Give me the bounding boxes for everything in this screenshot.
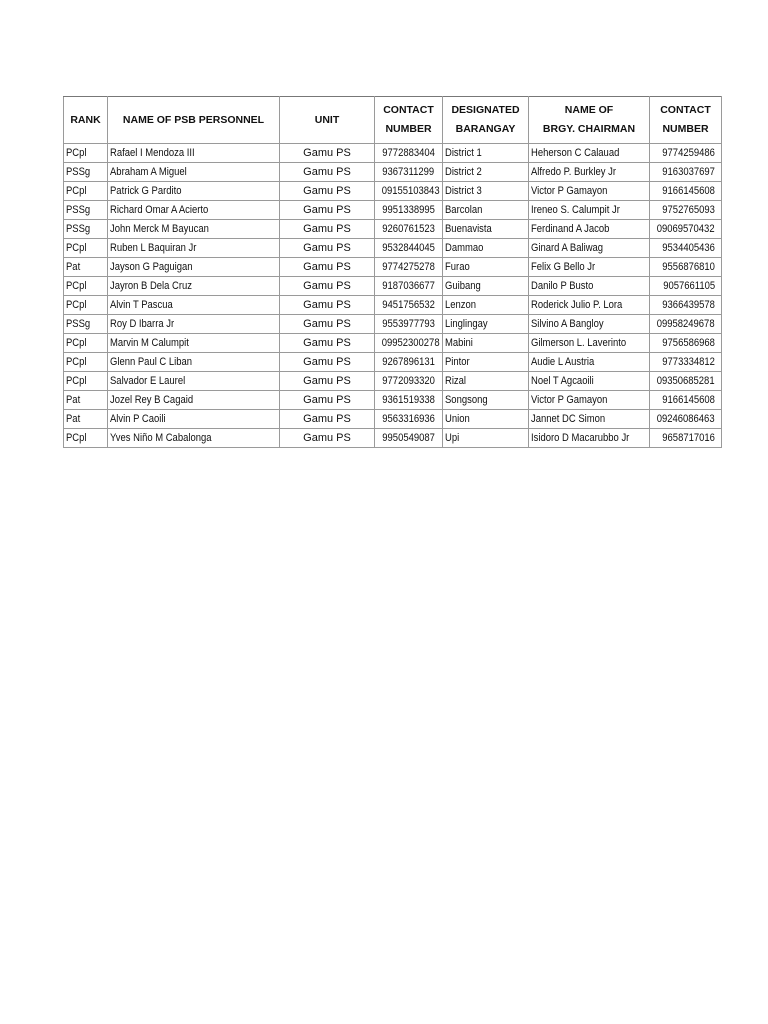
cell-barangay-text: Barcolan [445,204,483,216]
cell-unit [280,391,375,410]
cell-chairman-contact [650,410,722,429]
cell-chairman-name-text: Ginard A Baliwag [531,242,604,254]
cell-unit [280,201,375,220]
cell-barangay [443,258,529,277]
cell-rank [64,277,108,296]
cell-chairman-contact [650,201,722,220]
cell-chairman-name [529,277,650,296]
cell-chairman-name-text: Gilmerson L. Laverinto [531,337,627,349]
cell-barangay [443,372,529,391]
cell-personnel-name [108,429,280,448]
cell-chairman-name [529,372,650,391]
cell-rank [64,334,108,353]
cell-chairman-contact-text: 9534405436 [662,242,715,254]
cell-chairman-name [529,258,650,277]
table-row [64,315,722,334]
cell-chairman-contact-text: 9752765093 [662,204,715,216]
cell-personnel-name [108,220,280,239]
header-contact2-line1: CONTACT [660,104,711,116]
cell-barangay [443,182,529,201]
cell-barangay [443,277,529,296]
cell-personnel-name [108,391,280,410]
cell-personnel-name [108,277,280,296]
cell-rank-text: PSSg [66,223,91,235]
cell-chairman-name [529,239,650,258]
cell-chairman-name-text: Silvino A Bangloy [531,318,604,330]
cell-chairman-contact-text: 9057661105 [662,280,715,292]
cell-contact-number-text: 9187036677 [382,280,435,292]
cell-unit [280,220,375,239]
table-row [64,334,722,353]
cell-unit-text: Gamu PS [303,432,351,444]
table-row [64,182,722,201]
cell-unit-text: Gamu PS [303,280,351,292]
cell-rank-text: Pat [66,394,81,406]
cell-rank-text: PSSg [66,166,91,178]
cell-rank-text: PCpl [66,299,87,311]
cell-unit [280,429,375,448]
cell-chairman-contact [650,144,722,163]
cell-barangay-text: Lenzon [445,299,477,311]
cell-chairman-contact [650,429,722,448]
cell-contact-number [375,353,443,372]
table-row [64,201,722,220]
cell-rank [64,239,108,258]
psb-personnel-table [63,96,722,448]
cell-contact-number-text: 9772093320 [382,375,435,387]
header-row [64,97,722,144]
cell-unit [280,315,375,334]
cell-contact-number-text: 9361519338 [382,394,435,406]
cell-unit [280,144,375,163]
cell-rank [64,258,108,277]
cell-unit-text: Gamu PS [303,204,351,216]
cell-rank-text: PCpl [66,337,87,349]
cell-unit-text: Gamu PS [303,147,351,159]
cell-unit-text: Gamu PS [303,337,351,349]
cell-personnel-name-text: Alvin T Pascua [110,299,173,311]
cell-rank-text: PCpl [66,147,87,159]
cell-personnel-name [108,372,280,391]
cell-unit [280,353,375,372]
cell-contact-number [375,163,443,182]
cell-contact-number-text: 9563316936 [382,413,435,425]
cell-chairman-name-text: Heherson C Calauad [531,147,620,159]
cell-chairman-contact-text: 09246086463 [656,413,715,425]
cell-rank [64,410,108,429]
cell-rank-text: PCpl [66,280,87,292]
cell-contact-number-text: 9553977793 [382,318,435,330]
cell-rank-text: PCpl [66,432,87,444]
cell-barangay-text: District 1 [445,147,482,159]
cell-chairman-name-text: Roderick Julio P. Lora [531,299,623,311]
header-designated-barangay [443,97,529,144]
cell-personnel-name-text: John Merck M Bayucan [110,223,209,235]
cell-personnel-name [108,410,280,429]
cell-personnel-name [108,163,280,182]
cell-chairman-name [529,182,650,201]
cell-unit-text: Gamu PS [303,242,351,254]
cell-unit [280,334,375,353]
cell-barangay [443,201,529,220]
cell-chairman-contact-text: 9756586968 [662,337,715,349]
cell-unit [280,258,375,277]
cell-contact-number-text: 09155103843 [381,185,440,197]
cell-contact-number [375,239,443,258]
cell-chairman-contact-text: 9556876810 [662,261,715,273]
header-contact-line1: CONTACT [383,104,434,116]
cell-unit-text: Gamu PS [303,375,351,387]
cell-rank-text: Pat [66,413,81,425]
cell-unit-text: Gamu PS [303,318,351,330]
cell-unit-text: Gamu PS [303,413,351,425]
cell-personnel-name-text: Jozel Rey B Cagaid [110,394,194,406]
cell-unit-text: Gamu PS [303,299,351,311]
cell-personnel-name-text: Abraham A Miguel [110,166,187,178]
cell-rank [64,391,108,410]
cell-barangay-text: Guibang [445,280,481,292]
header-chairman-line2: BRGY. CHAIRMAN [542,123,636,135]
cell-personnel-name-text: Rafael I Mendoza III [110,147,195,159]
cell-contact-number [375,410,443,429]
cell-chairman-name [529,296,650,315]
cell-barangay-text: Upi [445,432,460,444]
cell-chairman-name-text: Felix G Bello Jr [531,261,596,273]
cell-barangay [443,144,529,163]
cell-unit [280,163,375,182]
cell-barangay [443,334,529,353]
cell-barangay [443,410,529,429]
cell-contact-number [375,277,443,296]
cell-chairman-contact-text: 9163037697 [662,166,715,178]
header-barangay-line2: BARANGAY [455,123,516,135]
cell-unit-text: Gamu PS [303,166,351,178]
cell-rank-text: PCpl [66,375,87,387]
cell-unit [280,410,375,429]
cell-personnel-name [108,182,280,201]
table-row [64,258,722,277]
cell-personnel-name [108,144,280,163]
cell-contact-number-text: 9950549087 [382,432,435,444]
cell-unit [280,277,375,296]
header-contact-number [375,97,443,144]
table-row [64,372,722,391]
cell-rank-text: PCpl [66,242,87,254]
cell-unit [280,296,375,315]
table-row [64,296,722,315]
cell-unit-text: Gamu PS [303,223,351,235]
cell-chairman-name-text: Danilo P Busto [531,280,594,292]
cell-contact-number-text: 9267896131 [382,356,435,368]
cell-barangay-text: Dammao [445,242,484,254]
cell-contact-number-text: 9451756532 [382,299,435,311]
cell-chairman-contact [650,391,722,410]
cell-chairman-contact [650,182,722,201]
cell-unit [280,182,375,201]
cell-rank [64,163,108,182]
header-barangay-line1: DESIGNATED [451,104,520,116]
cell-contact-number-text: 9367311299 [382,166,435,178]
cell-personnel-name-text: Salvador E Laurel [110,375,186,387]
cell-rank [64,315,108,334]
cell-unit [280,372,375,391]
cell-chairman-contact-text: 9166145608 [662,394,715,406]
header-brgy-chairman [529,97,650,144]
cell-contact-number [375,315,443,334]
cell-chairman-name-text: Alfredo P. Burkley Jr [531,166,617,178]
cell-personnel-name [108,201,280,220]
cell-personnel-name-text: Richard Omar A Acierto [110,204,209,216]
cell-chairman-name [529,315,650,334]
cell-rank-text: Pat [66,261,81,273]
table-row [64,353,722,372]
cell-rank-text: PCpl [66,185,87,197]
table-row [64,163,722,182]
cell-contact-number-text: 9532844045 [382,242,435,254]
cell-personnel-name-text: Jayson G Paguigan [110,261,193,273]
cell-chairman-name [529,334,650,353]
cell-chairman-contact-text: 9658717016 [662,432,715,444]
cell-chairman-contact [650,220,722,239]
cell-personnel-name-text: Jayron B Dela Cruz [110,280,193,292]
cell-barangay-text: Buenavista [445,223,492,235]
cell-chairman-contact [650,163,722,182]
table-row [64,410,722,429]
header-contact-line2: NUMBER [385,123,432,135]
cell-unit-text: Gamu PS [303,185,351,197]
cell-contact-number-text: 9772883404 [382,147,435,159]
cell-chairman-name-text: Ireneo S. Calumpit Jr [531,204,620,216]
cell-chairman-contact [650,258,722,277]
cell-barangay [443,220,529,239]
cell-chairman-name [529,429,650,448]
header-contact2-line2: NUMBER [662,123,709,135]
cell-barangay-text: District 2 [445,166,482,178]
cell-chairman-contact [650,372,722,391]
cell-contact-number [375,334,443,353]
cell-personnel-name [108,315,280,334]
cell-contact-number-text: 9774275278 [382,261,435,273]
cell-rank [64,201,108,220]
table-body [64,144,722,448]
cell-contact-number-text: 9260761523 [382,223,435,235]
table-row [64,220,722,239]
table-header [64,97,722,144]
cell-barangay-text: District 3 [445,185,482,197]
cell-barangay-text: Furao [445,261,470,273]
cell-chairman-name-text: Victor P Gamayon [531,394,608,406]
cell-rank [64,372,108,391]
cell-rank [64,182,108,201]
cell-barangay-text: Linglingay [445,318,488,330]
cell-chairman-contact [650,296,722,315]
cell-contact-number [375,220,443,239]
cell-barangay [443,163,529,182]
cell-chairman-contact [650,334,722,353]
cell-rank [64,296,108,315]
cell-personnel-name [108,296,280,315]
cell-chairman-contact-text: 09958249678 [656,318,715,330]
cell-chairman-name [529,201,650,220]
cell-rank-text: PSSg [66,318,91,330]
cell-barangay [443,391,529,410]
cell-barangay-text: Mabini [445,337,473,349]
cell-chairman-contact-text: 09069570432 [656,223,715,235]
table-row [64,144,722,163]
cell-barangay [443,353,529,372]
cell-personnel-name-text: Glenn Paul C Liban [110,356,193,368]
cell-chairman-contact [650,353,722,372]
cell-chairman-contact-text: 9166145608 [662,185,715,197]
header-personnel-name: NAME OF PSB PERSONNEL [108,97,280,144]
cell-contact-number [375,144,443,163]
cell-contact-number [375,391,443,410]
cell-chairman-contact [650,277,722,296]
cell-unit-text: Gamu PS [303,261,351,273]
cell-rank-text: PCpl [66,356,87,368]
cell-personnel-name-text: Ruben L Baquiran Jr [110,242,197,254]
cell-chairman-contact [650,239,722,258]
cell-chairman-contact-text: 9773334812 [662,356,715,368]
cell-rank [64,144,108,163]
cell-chairman-name-text: Isidoro D Macarubbo Jr [531,432,630,444]
table-row [64,391,722,410]
cell-barangay-text: Union [445,413,470,425]
cell-rank [64,429,108,448]
cell-chairman-name [529,391,650,410]
cell-contact-number [375,201,443,220]
cell-barangay-text: Songsong [445,394,488,406]
cell-contact-number [375,296,443,315]
cell-chairman-name-text: Ferdinand A Jacob [531,223,610,235]
cell-chairman-name-text: Jannet DC Simon [531,413,606,425]
cell-personnel-name-text: Patrick G Pardito [110,185,182,197]
cell-personnel-name-text: Yves Niño M Cabalonga [110,432,212,444]
header-rank: RANK [64,97,108,144]
cell-barangay-text: Pintor [445,356,470,368]
header-chairman-contact-number [650,97,722,144]
cell-chairman-name [529,220,650,239]
cell-personnel-name [108,353,280,372]
cell-chairman-contact-text: 9774259486 [662,147,715,159]
cell-personnel-name-text: Marvin M Calumpit [110,337,189,349]
cell-barangay [443,239,529,258]
table-row [64,277,722,296]
cell-contact-number [375,258,443,277]
cell-contact-number [375,182,443,201]
cell-personnel-name-text: Alvin P Caoili [110,413,166,425]
cell-personnel-name [108,334,280,353]
cell-personnel-name [108,258,280,277]
cell-barangay [443,429,529,448]
cell-contact-number-text: 9951338995 [382,204,435,216]
header-chairman-line1: NAME OF [564,104,614,116]
table-row [64,239,722,258]
header-unit: UNIT [280,97,375,144]
cell-chairman-name-text: Audie L Austria [531,356,595,368]
cell-chairman-name [529,163,650,182]
cell-contact-number [375,372,443,391]
cell-rank [64,220,108,239]
psb-personnel-table-container [63,96,721,448]
cell-contact-number-text: 09952300278 [381,337,440,349]
cell-barangay-text: Rizal [445,375,467,387]
cell-barangay [443,315,529,334]
cell-chairman-contact-text: 09350685281 [656,375,715,387]
cell-unit-text: Gamu PS [303,356,351,368]
cell-chairman-name-text: Noel T Agcaoili [531,375,594,387]
table-row [64,429,722,448]
cell-chairman-contact-text: 9366439578 [662,299,715,311]
cell-unit-text: Gamu PS [303,394,351,406]
cell-personnel-name [108,239,280,258]
cell-chairman-name [529,353,650,372]
cell-unit [280,239,375,258]
cell-rank-text: PSSg [66,204,91,216]
cell-chairman-name [529,410,650,429]
cell-chairman-contact [650,315,722,334]
cell-rank [64,353,108,372]
cell-contact-number [375,429,443,448]
cell-chairman-name-text: Victor P Gamayon [531,185,608,197]
cell-personnel-name-text: Roy D Ibarra Jr [110,318,175,330]
cell-chairman-name [529,144,650,163]
cell-barangay [443,296,529,315]
